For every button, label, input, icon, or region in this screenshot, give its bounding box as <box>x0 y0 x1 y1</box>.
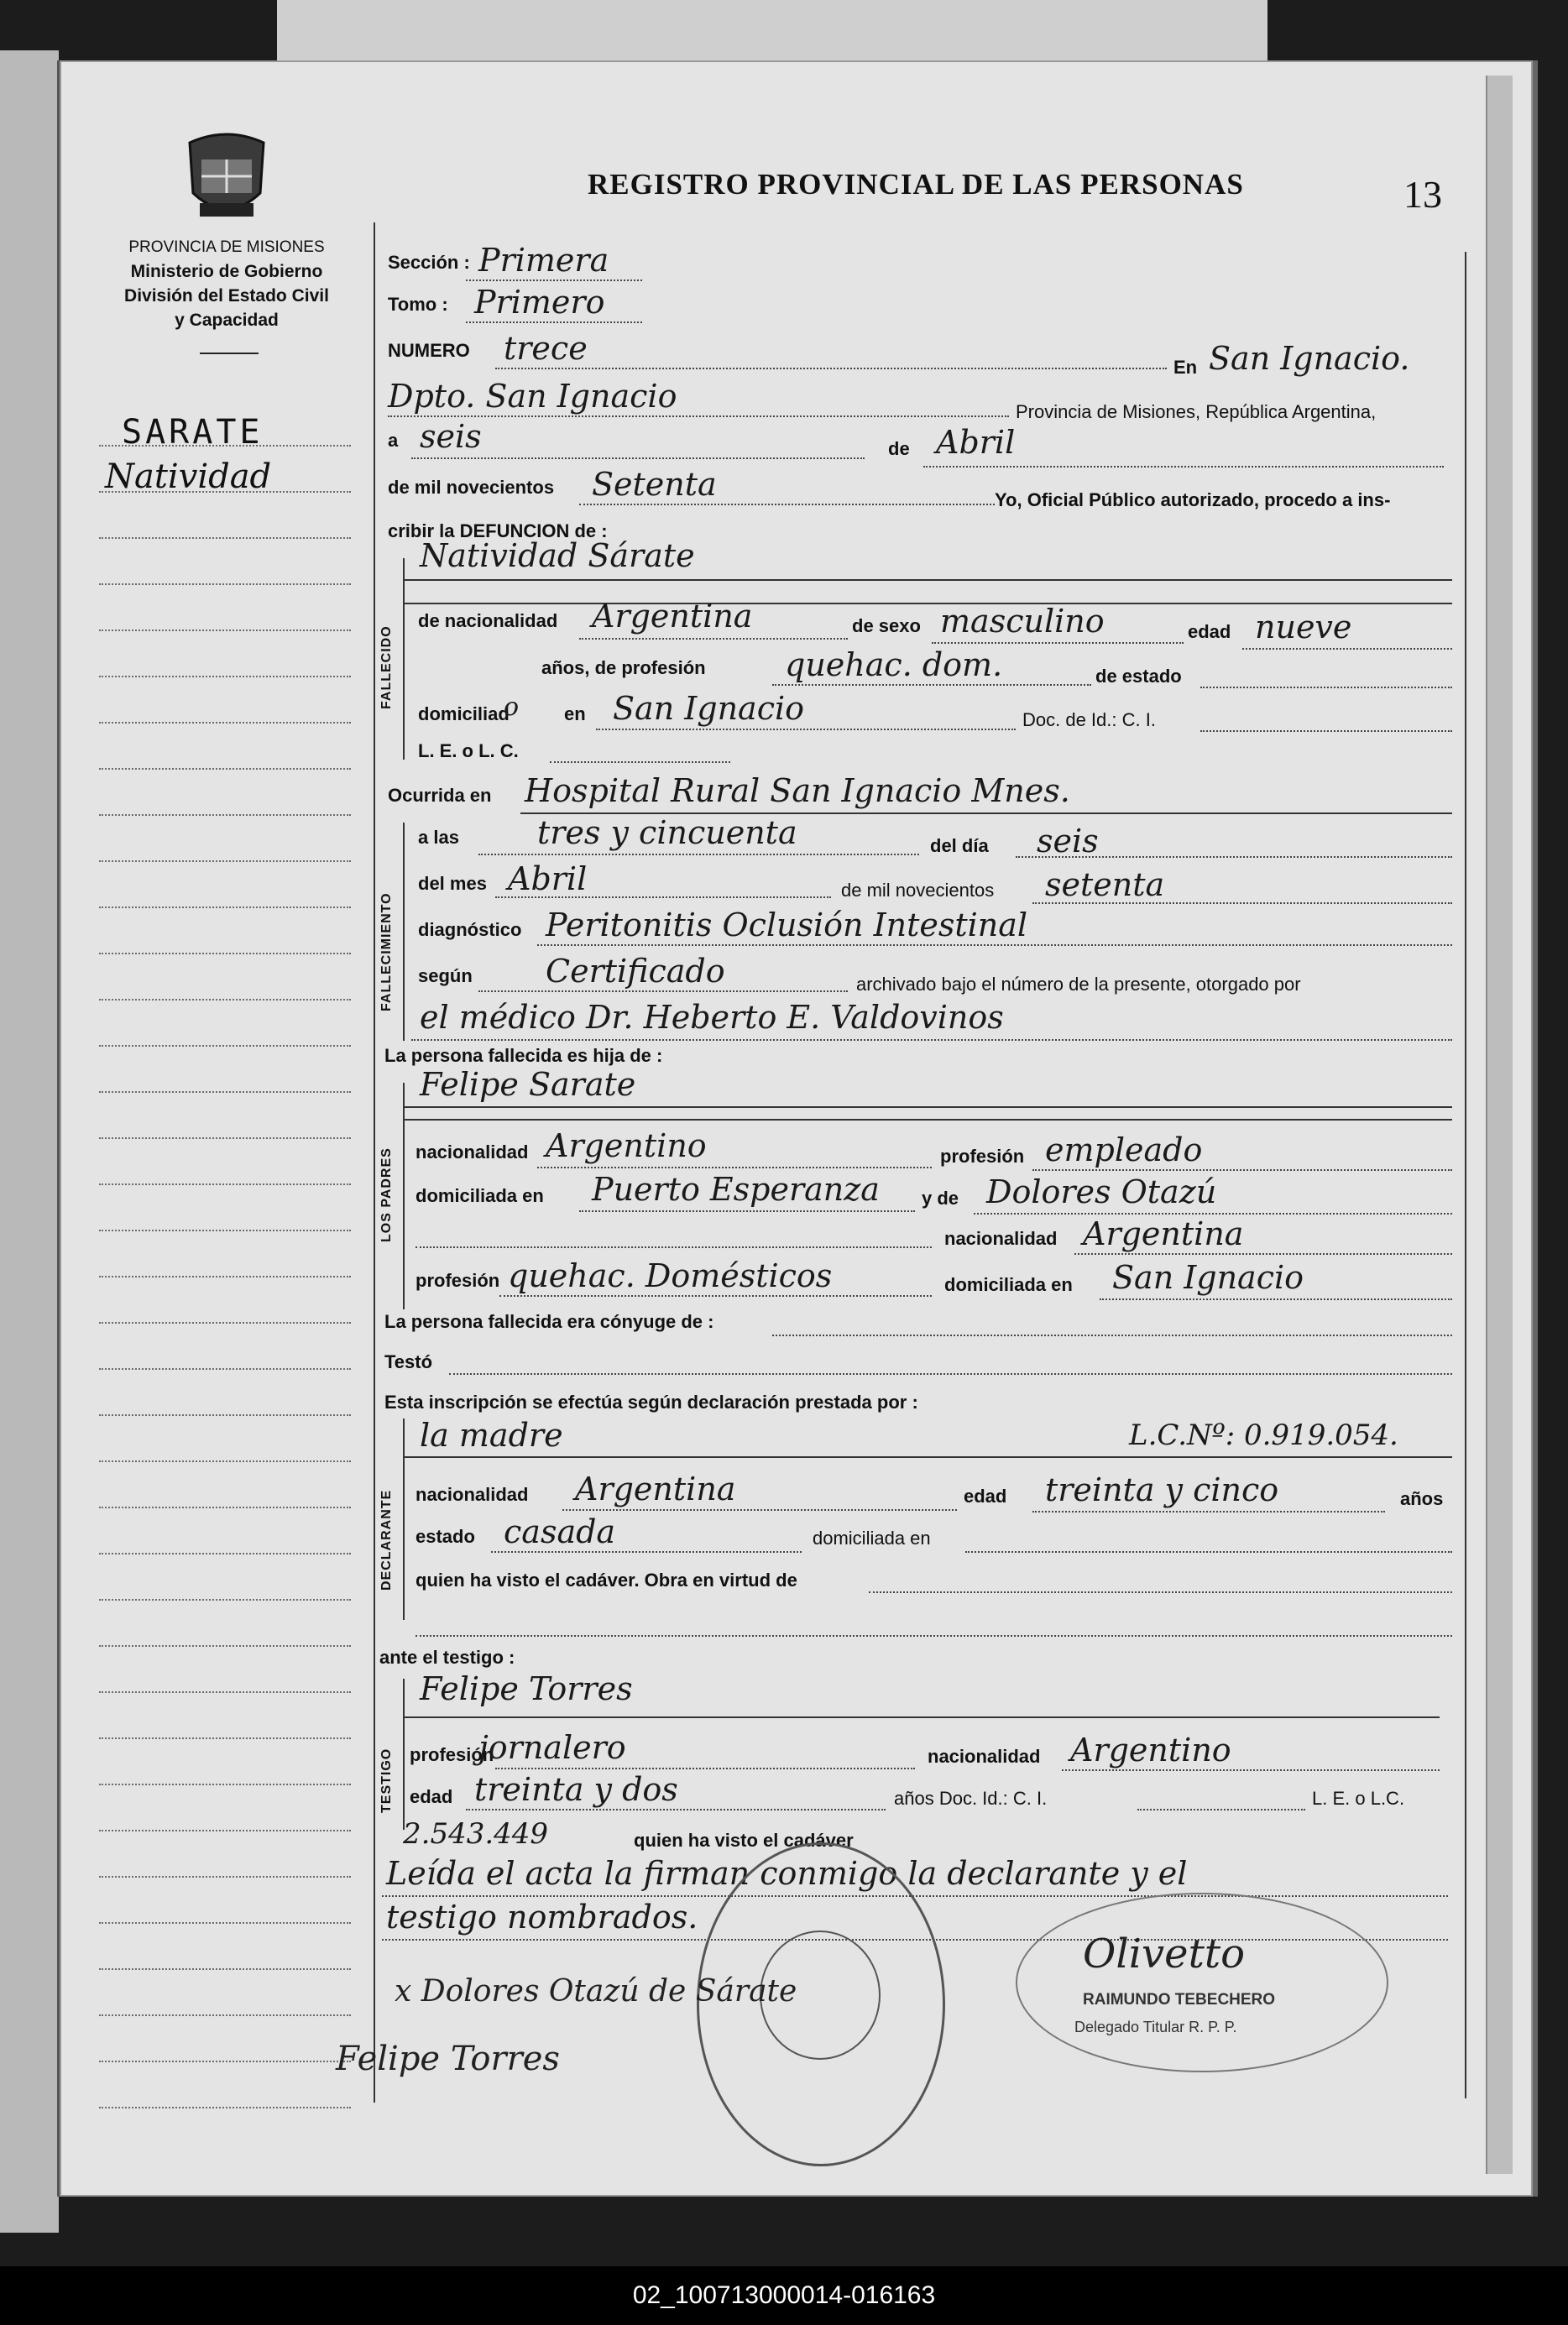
blank-line <box>923 466 1444 468</box>
label-de: de <box>888 438 910 459</box>
value-diagnostico: Peritonitis Oclusión Intestinal <box>546 906 1028 943</box>
value-madre: Dolores Otazú <box>986 1173 1217 1210</box>
value-declarante: la madre <box>420 1417 563 1454</box>
label-testo: Testó <box>384 1351 433 1372</box>
blank-line <box>411 1039 1452 1041</box>
label-numero: NUMERO <box>388 340 470 361</box>
margin-rule <box>99 999 351 1001</box>
blank-line <box>411 457 865 459</box>
value-cierre-linea1: Leída el acta la firman conmigo la declarante y el <box>386 1855 1188 1892</box>
margin-rule <box>99 953 351 954</box>
margin-rule <box>99 1137 351 1139</box>
margin-rule <box>99 445 351 447</box>
margin-rule <box>99 676 351 677</box>
label-de-sexo: de sexo <box>852 615 921 636</box>
blank-line <box>1200 730 1452 732</box>
value-del-mes: Abril <box>508 860 588 897</box>
blank-line <box>478 854 919 855</box>
margin-rule <box>99 1830 351 1831</box>
margin-rule <box>99 2061 351 2062</box>
agency-division: División del Estado Civil <box>124 286 329 306</box>
value-nacionalidad: Argentina <box>592 598 753 635</box>
label-cadaver: quien ha visto el cadáver. Obra en virtud de <box>416 1570 797 1591</box>
value-domicilio: San Ignacio <box>613 690 805 727</box>
rule <box>403 1119 1452 1121</box>
value-cierre-linea2: testigo nombrados. <box>386 1899 698 1936</box>
blank-line <box>416 1635 1452 1637</box>
blank-line <box>965 1551 1452 1553</box>
document-code: 02_100713000014-016163 <box>632 2281 936 2309</box>
value-madre-nacionalidad: Argentina <box>1083 1215 1244 1252</box>
margin-rule <box>99 1645 351 1647</box>
signature-madre: x Dolores Otazú de Sárate <box>395 1974 797 2009</box>
label-le-o-lc: L. E. o L.C. <box>1312 1788 1405 1809</box>
blank-line <box>1100 1298 1452 1300</box>
margin-rule <box>99 1553 351 1554</box>
label-testigo-profesion: profesión <box>410 1744 494 1765</box>
value-profesion: quehac. dom. <box>785 646 1003 683</box>
value-medico: el médico Dr. Heberto E. Valdovinos <box>420 999 1004 1036</box>
fallecido-box-rule <box>403 558 405 760</box>
blank-line <box>1137 1809 1305 1810</box>
value-padre-domicilio: Puerto Esperanza <box>592 1171 880 1208</box>
label-provincia: Provincia de Misiones, República Argentina, <box>1016 401 1377 422</box>
blank-line <box>449 1373 1452 1375</box>
margin-rule <box>99 1276 351 1277</box>
label-tomo: Tomo : <box>388 294 448 315</box>
margin-rule <box>99 906 351 908</box>
label-madre-nacionalidad: nacionalidad <box>944 1228 1058 1249</box>
value-numero: trece <box>504 330 588 367</box>
rule <box>403 1106 1452 1108</box>
value-padre-profesion: empleado <box>1045 1131 1203 1168</box>
label-declarante-domicilio: domiciliada en <box>813 1528 931 1549</box>
side-label-padres: LOS PADRES <box>379 1147 394 1242</box>
value-del-dia: seis <box>1037 823 1099 859</box>
value-seccion: Primera <box>478 242 609 279</box>
label-madre-domicilio: domiciliada en <box>944 1274 1073 1295</box>
label-en-domicilio: en <box>564 703 586 724</box>
label-padre-nacionalidad: nacionalidad <box>416 1142 529 1162</box>
declarante-box-rule <box>403 1419 405 1620</box>
blank-line <box>1032 1511 1385 1513</box>
label-madre-profesion: profesión <box>416 1270 500 1291</box>
blank-line <box>491 1551 802 1553</box>
value-domicilio-sufijo: o <box>504 692 520 722</box>
label-conyuge: La persona fallecida era cónyuge de : <box>384 1311 714 1332</box>
margin-rule <box>99 2107 351 2108</box>
value-madre-domicilio: San Ignacio <box>1112 1259 1304 1296</box>
blank-line <box>596 729 1016 730</box>
label-testigo-edad: edad <box>410 1786 453 1807</box>
side-label-testigo: TESTIGO <box>379 1748 394 1813</box>
blank-line <box>579 504 995 505</box>
folio-number: 13 <box>1403 173 1442 216</box>
margin-rule <box>99 1599 351 1601</box>
blank-line <box>974 1213 1452 1215</box>
blank-line <box>932 642 1184 644</box>
blank-line <box>1200 687 1452 688</box>
margin-rule <box>99 1414 351 1416</box>
blank-line <box>562 1509 957 1511</box>
value-mil-nov: setenta <box>1045 866 1165 903</box>
agency-ministry: Ministerio de Gobierno <box>130 262 323 281</box>
value-ocurrida: Hospital Rural San Ignacio Mnes. <box>525 772 1070 809</box>
value-anio-inscripcion: Setenta <box>592 466 717 503</box>
book-binding-edge <box>1486 76 1513 2174</box>
blank-line <box>869 1591 1452 1593</box>
value-testigo: Felipe Torres <box>420 1670 633 1707</box>
blank-line <box>550 761 730 763</box>
label-de-estado: de estado <box>1095 666 1182 687</box>
blank-line <box>772 1335 1452 1336</box>
stamp-officer-name: RAIMUNDO TEBECHERO <box>1083 1991 1276 2009</box>
value-declarante-nacionalidad: Argentina <box>575 1471 736 1507</box>
label-del-dia: del día <box>930 835 989 856</box>
value-padre-nacionalidad: Argentino <box>546 1127 707 1164</box>
agency-divider <box>200 353 259 354</box>
margin-rule <box>99 1691 351 1693</box>
margin-rule <box>99 1737 351 1739</box>
label-edad: edad <box>1188 621 1231 642</box>
blank-line <box>466 280 642 281</box>
value-declarante-estado: casada <box>504 1513 616 1550</box>
label-quien-cadaver: quien ha visto el cadáver <box>634 1830 854 1851</box>
margin-rule <box>99 1091 351 1093</box>
value-testigo-documento: 2.543.449 <box>403 1817 549 1851</box>
blank-line <box>495 368 1167 369</box>
margin-rule <box>99 1183 351 1185</box>
label-inscripcion: Esta inscripción se efectúa según declaración prestada por : <box>384 1392 918 1413</box>
side-label-fallecido: FALLECIDO <box>379 625 394 709</box>
margin-given-name: Natividad <box>105 457 272 496</box>
label-en: En <box>1173 357 1198 378</box>
margin-rule <box>99 1784 351 1785</box>
label-seccion: Sección : <box>388 252 470 273</box>
value-dia-inscripcion: seis <box>420 418 482 455</box>
blank-line <box>382 1895 1448 1897</box>
signature-testigo: Felipe Torres <box>336 2040 560 2078</box>
margin-rule <box>99 1368 351 1370</box>
blank-line <box>388 415 1009 417</box>
margin-rule <box>99 1876 351 1878</box>
margin-rule <box>99 1045 351 1047</box>
underlying-paper <box>277 0 1267 67</box>
blank-line <box>772 684 1091 686</box>
label-anos-profesion: años, de profesión <box>541 657 706 678</box>
fallecimiento-box-rule <box>403 823 405 1041</box>
rule <box>403 603 1452 604</box>
form-right-border <box>1465 252 1466 2098</box>
rule <box>403 1716 1440 1718</box>
blank-line <box>495 896 831 898</box>
margin-rule <box>99 1922 351 1924</box>
label-a: a <box>388 430 399 451</box>
label-diagnostico: diagnóstico <box>418 919 522 940</box>
value-lugar: San Ignacio. <box>1209 340 1410 377</box>
side-label-fallecimiento: FALLECIMIENTO <box>379 892 394 1011</box>
adjacent-page-edge <box>0 50 59 2233</box>
margin-rule <box>99 814 351 816</box>
label-padre-domicilio: domiciliada en <box>416 1185 544 1206</box>
label-declarante-edad: edad <box>964 1486 1007 1507</box>
value-departamento: Dpto. San Ignacio <box>388 378 677 415</box>
label-hija-de: La persona fallecida es hija de : <box>384 1045 663 1066</box>
blank-line <box>1032 1169 1452 1171</box>
margin-rule <box>99 2014 351 2016</box>
label-declarante-anos: años <box>1400 1488 1444 1509</box>
blank-line <box>1062 1769 1440 1771</box>
margin-rule <box>99 1507 351 1508</box>
blank-line <box>495 1768 915 1769</box>
label-de-mil-nov: de mil novecientos <box>841 880 995 901</box>
agency-province: PROVINCIA DE MISIONES <box>128 238 325 256</box>
label-ocurrida: Ocurrida en <box>388 785 492 806</box>
stamp-officer-title: Delegado Titular R. P. P. <box>1074 2019 1237 2035</box>
officer-oval-stamp <box>1016 1893 1388 2072</box>
margin-rule <box>99 860 351 862</box>
value-testigo-profesion: jornalero <box>478 1729 626 1766</box>
form-left-border <box>374 222 375 2103</box>
label-declarante-nacionalidad: nacionalidad <box>416 1484 529 1505</box>
blank-line <box>466 321 642 323</box>
rule <box>403 579 1452 581</box>
label-testigo-nacionalidad: nacionalidad <box>928 1746 1041 1767</box>
label-del-mes: del mes <box>418 873 487 894</box>
value-sexo: masculino <box>940 603 1105 640</box>
value-testigo-edad: treinta y dos <box>474 1771 678 1808</box>
label-padre-profesion: profesión <box>940 1146 1025 1167</box>
label-cribir: cribir la DEFUNCION de : <box>388 520 608 541</box>
padres-box-rule <box>403 1083 405 1309</box>
value-fallecido-nombre: Natividad Sárate <box>420 537 695 574</box>
page-title: REGISTRO PROVINCIAL DE LAS PERSONAS <box>588 168 1244 201</box>
margin-rule <box>99 1968 351 1970</box>
value-testigo-nacionalidad: Argentino <box>1070 1732 1231 1769</box>
value-declarante-edad: treinta y cinco <box>1045 1471 1279 1508</box>
label-domiciliad: domiciliad <box>418 703 510 724</box>
blank-line <box>499 1295 932 1297</box>
side-label-declarante: DECLARANTE <box>379 1489 394 1591</box>
margin-rule <box>99 491 351 493</box>
label-le-lc: L. E. o L. C. <box>418 740 519 761</box>
value-mes-inscripcion: Abril <box>936 424 1016 461</box>
value-declarante-documento: L.C.Nº: 0.919.054. <box>1129 1419 1398 1452</box>
blank-line <box>478 990 848 992</box>
issuing-agency <box>92 235 361 332</box>
blank-line <box>1242 648 1452 650</box>
signature-oficial: Olivetto <box>1083 1931 1246 1978</box>
blank-line <box>416 1246 932 1248</box>
blank-line <box>537 944 1452 946</box>
margin-rule <box>99 630 351 631</box>
label-de-mil: de mil novecientos <box>388 477 555 498</box>
value-edad: nueve <box>1255 609 1352 645</box>
value-madre-profesion: quehac. Domésticos <box>508 1257 833 1294</box>
margin-rule <box>99 537 351 539</box>
agency-capacity: y Capacidad <box>175 311 279 330</box>
value-padre: Felipe Sarate <box>420 1066 636 1103</box>
value-hora: tres y cincuenta <box>537 814 797 851</box>
value-tomo: Primero <box>474 284 605 321</box>
label-de-nacionalidad: de nacionalidad <box>418 610 558 631</box>
margin-rule <box>99 722 351 724</box>
margin-rule <box>99 583 351 585</box>
label-archivado: archivado bajo el número de la presente, otorgado por <box>856 974 1301 995</box>
blank-line <box>579 1210 915 1212</box>
label-y-de: y de <box>922 1188 959 1209</box>
value-segun: Certificado <box>546 953 725 990</box>
label-segun: según <box>418 965 473 986</box>
margin-rule <box>99 1322 351 1324</box>
blank-line <box>537 1167 932 1168</box>
label-yo: Yo, Oficial Público autorizado, procedo a ins- <box>995 489 1391 510</box>
blank-line <box>466 1809 886 1810</box>
label-anos-doc: años Doc. Id.: C. I. <box>894 1788 1048 1809</box>
label-ante-testigo: ante el testigo : <box>379 1647 515 1668</box>
label-doc-id: Doc. de Id.: C. I. <box>1022 709 1156 730</box>
blank-line <box>1074 1253 1452 1255</box>
margin-rule <box>99 1460 351 1462</box>
provincial-shield-icon <box>183 126 270 225</box>
rule <box>403 1456 1452 1458</box>
margin-rule <box>99 768 351 770</box>
blank-line <box>1016 856 1452 858</box>
label-a-las: a las <box>418 827 459 848</box>
label-declarante-estado: estado <box>416 1526 475 1547</box>
testigo-box-rule <box>403 1679 405 1830</box>
margin-rule <box>99 1230 351 1231</box>
margin-surname: SARATE <box>122 413 264 452</box>
blank-line <box>1032 902 1452 904</box>
blank-line <box>579 638 848 640</box>
